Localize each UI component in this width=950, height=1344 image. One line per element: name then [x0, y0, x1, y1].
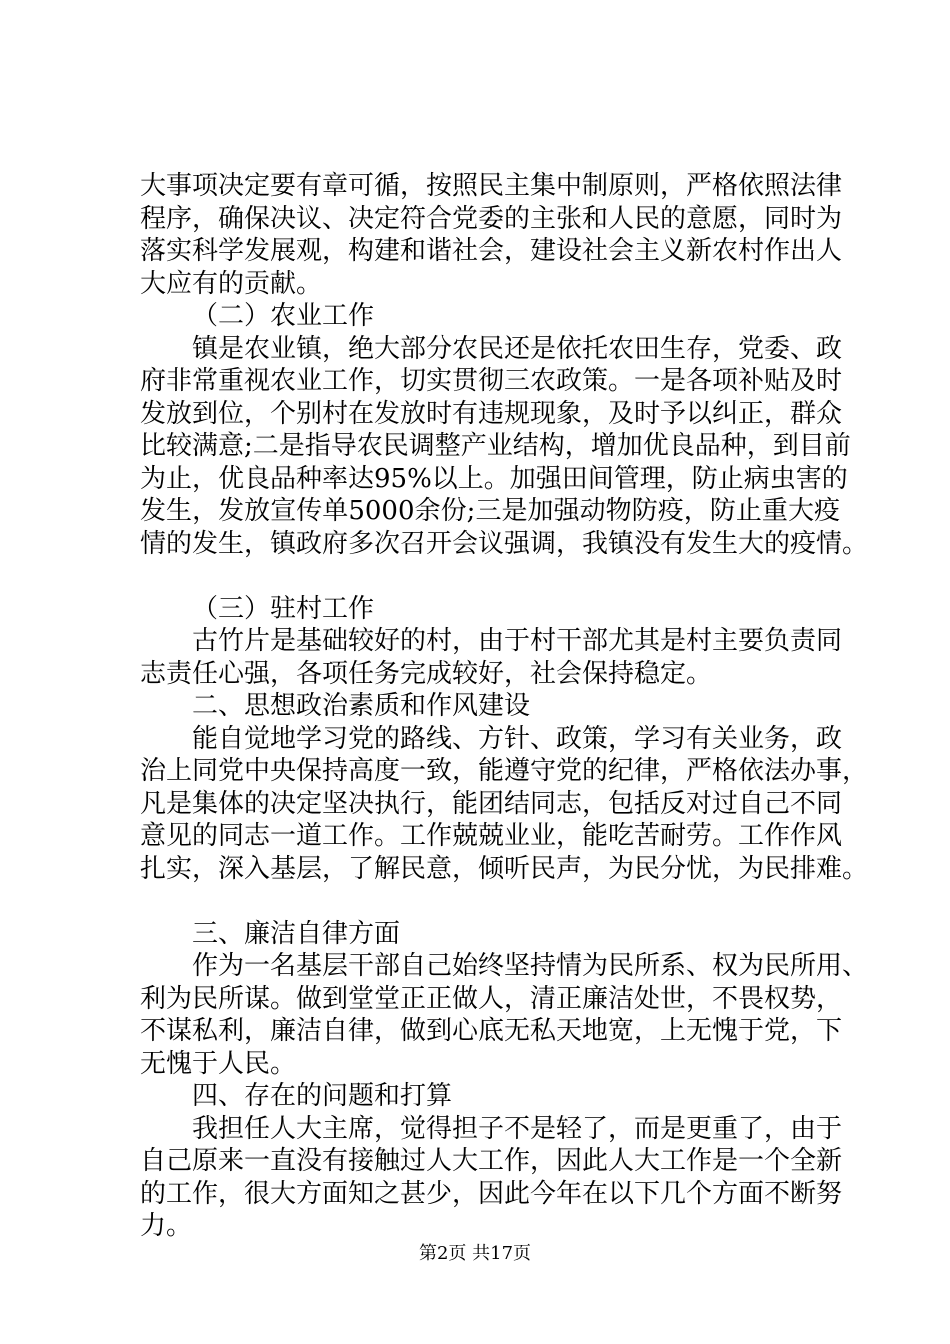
paragraph-line: 扎实，深入基层，了解民意，倾听民声，为民分忧，为民排难。 [140, 853, 869, 884]
page-number-footer: 第2页 共17页 [418, 1243, 532, 1264]
paragraph-gap [140, 560, 840, 593]
section-heading: 三、廉洁自律方面 [192, 918, 401, 949]
paragraph-line: 府非常重视农业工作，切实贯彻三农政策。一是各项补贴及时 [140, 366, 843, 396]
paragraph-line: 的工作，很大方面知之甚少，因此今年在以下几个方面不断努 [140, 1178, 843, 1209]
paragraph-line: 我担任人大主席，觉得担子不是轻了，而是更重了，由于 [192, 1113, 843, 1144]
paragraph-line: 治上同党中央保持高度一致，能遵守党的纪律，严格依法办事， [140, 756, 869, 786]
paragraph-line: 发生，发放宣传单5000余份;三是加强动物防疫，防止重大疫 [140, 496, 840, 526]
paragraph-line: 力。 [140, 1211, 193, 1241]
paragraph-line: 志责任心强，各项任务完成较好，社会保持稳定。 [140, 658, 713, 689]
paragraph-line: 不谋私利，廉洁自律，做到心底无私天地宽，上无愧于党，下 [140, 1016, 843, 1046]
paragraph-line: 比较满意;二是指导农民调整产业结构，增加优良品种，到目前 [140, 431, 851, 461]
document-body [140, 170, 869, 1243]
paragraph-line: 落实科学发展观，构建和谐社会，建设社会主义新农村作出人 [140, 236, 843, 266]
paragraph-line: 大应有的贡献。 [140, 268, 323, 299]
paragraph-line: 古竹片是基础较好的村，由于村干部尤其是村主要负责同 [192, 626, 843, 656]
paragraph-line: 利为民所谋。做到堂堂正正做人，清正廉洁处世，不畏权势， [140, 983, 843, 1014]
section-heading: （二）农业工作 [192, 301, 375, 331]
paragraph-line: 大事项决定要有章可循，按照民主集中制原则，严格依照法律 [140, 171, 843, 201]
paragraph-line: 能自觉地学习党的路线、方针、政策，学习有关业务，政 [192, 723, 843, 754]
paragraph-line: 发放到位，个别村在发放时有违规现象，及时予以纠正，群众 [140, 398, 843, 429]
section-heading: （三）驻村工作 [192, 593, 375, 624]
paragraph-line: 镇是农业镇，绝大部分农民还是依托农田生存，党委、政 [192, 333, 843, 364]
paragraph-line: 为止，优良品种率达95%以上。加强田间管理，防止病虫害的 [140, 463, 848, 494]
paragraph-line: 意见的同志一道工作。工作兢兢业业，能吃苦耐劳。工作作风 [140, 821, 843, 851]
section-heading: 二、思想政治素质和作风建设 [192, 691, 531, 721]
paragraph-line: 无愧于人民。 [140, 1048, 297, 1079]
paragraph-line: 程序，确保决议、决定符合党委的主张和人民的意愿，同时为 [140, 203, 843, 234]
paragraph-gap [140, 885, 840, 918]
section-heading: 四、存在的问题和打算 [192, 1081, 453, 1111]
paragraph-line: 凡是集体的决定坚决执行，能团结同志，包括反对过自己不同 [140, 788, 843, 819]
paragraph-line: 自己原来一直没有接触过人大工作，因此人大工作是一个全新 [140, 1146, 843, 1176]
paragraph-line: 作为一名基层干部自己始终坚持情为民所系、权为民所用、 [192, 951, 869, 981]
paragraph-line: 情的发生，镇政府多次召开会议强调，我镇没有发生大的疫情。 [140, 528, 869, 559]
